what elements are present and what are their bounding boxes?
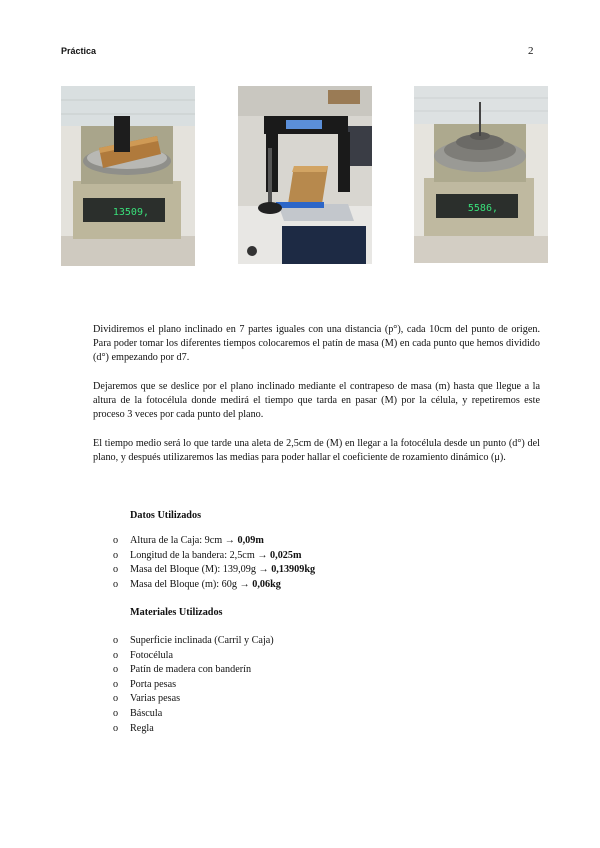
section-title-datos: Datos Utilizados: [130, 510, 202, 521]
photo-incline-photocell: [238, 86, 372, 264]
list-item: o Báscula: [113, 707, 163, 719]
list-item: o Masa del Bloque (M): 139,09g → 0,13909kg: [113, 564, 316, 576]
photo-balance-weights: [414, 86, 548, 263]
list-item: o Varias pesas: [113, 693, 181, 705]
list-item: o Patín de madera con banderín: [113, 664, 252, 676]
list-item: o Longitud de la bandera: 2,5cm → 0,025m: [113, 549, 302, 561]
list-item: o Regla: [113, 722, 154, 734]
list-item: o Altura de la Caja: 9cm → 0,09m: [113, 535, 264, 546]
balance-display-2: 5586,: [467, 203, 498, 214]
paragraph-procedure-1: Dividiremos el plano inclinado en 7 partes iguales con una distancia (p°), cada 10cm del punto de origen. Para poder tomar los diferentes tiempos colocaremos el patín de masa (M) en cada punto que hemos dividido (d°) empezando por d7.: [93, 324, 540, 363]
datos-list: [113, 534, 315, 592]
balance-display-1: 13509,: [112, 207, 149, 218]
header-title: Práctica: [61, 46, 97, 56]
paragraph-procedure-3: El tiempo medio será lo que tarde una aleta de 2,5cm de (M) en llegar a la fotocélula desde un punto (d°) del plano, y después utilizaremos las medias para poder hallar el coeficiente de rozamiento dinámico (μ).: [93, 438, 540, 463]
list-item: o Fotocélula: [113, 649, 174, 661]
materiales-list: [113, 634, 274, 736]
section-title-materiales: Materiales Utilizados: [130, 607, 223, 618]
list-item: o Porta pesas: [113, 678, 177, 690]
list-item: o Superficie inclinada (Carril y Caja): [113, 635, 274, 646]
list-item: o Masa del Bloque (m): 60g → 0,06kg: [113, 578, 281, 590]
photo-balance-wood-block: [61, 86, 195, 266]
page-number: 2: [528, 45, 534, 57]
paragraph-procedure-2: Dejaremos que se deslice por el plano inclinado mediante el contrapeso de masa (m) hasta que llegue a la altura de la fotocélula donde medirá el tiempo que tarda en pasar (M) por la célula, y repetiremos este proceso 3 veces por cada punto del plano.: [93, 381, 540, 420]
